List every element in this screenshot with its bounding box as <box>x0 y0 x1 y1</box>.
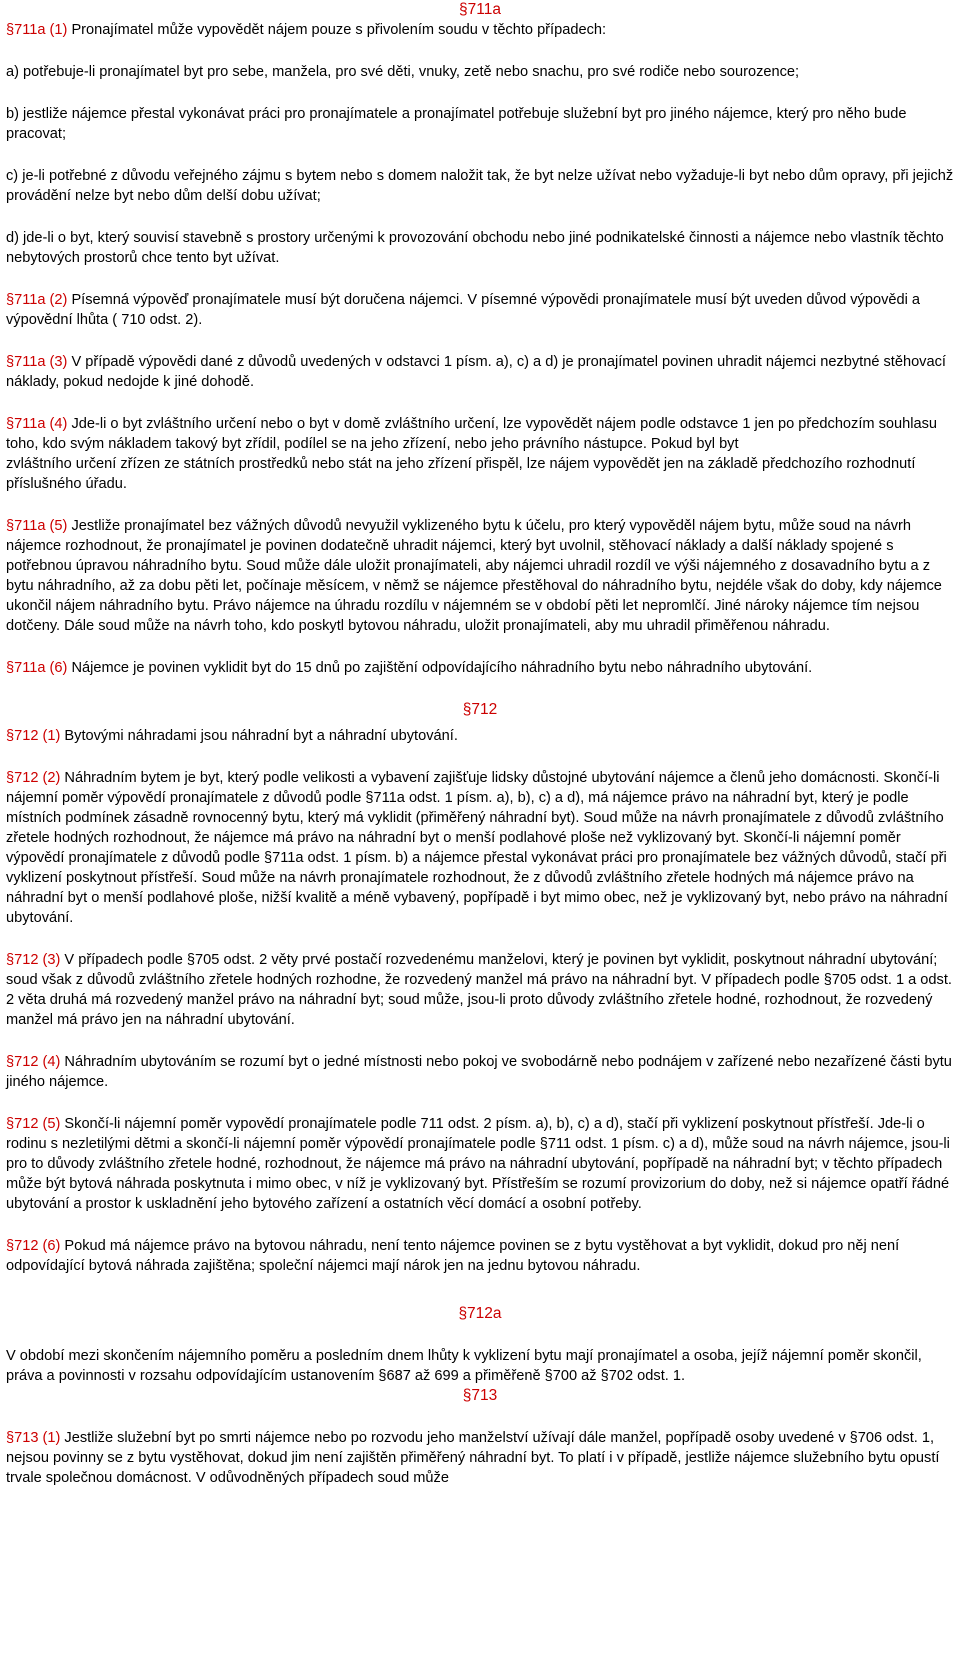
paragraph-text: Písemná výpověď pronajímatele musí být doručena nájemci. V písemné výpovědi pronajímatele musí být uveden důvod výpovědi a výpovědní lhůta ( 710 odst. 2). <box>6 292 921 328</box>
paragraph-712-3 <box>6 950 954 1030</box>
paragraph-711a-6 <box>6 658 954 678</box>
paragraph-711a-5 <box>6 516 954 636</box>
paragraph-text: V případě výpovědi dané z důvodů uvedených v odstavci 1 písm. a), c) a d) je pronajímatel povinen uhradit nájemci nezbytné stěhovací náklady, pokud nedojde k jiné dohodě. <box>6 354 946 390</box>
paragraph-712-6 <box>6 1236 954 1276</box>
paragraph-text: Bytovými náhradami jsou náhradní byt a náhradní ubytování. <box>60 728 458 744</box>
section-link[interactable]: §711a (5) <box>6 518 68 534</box>
section-heading-713[interactable]: §713 <box>462 1387 498 1404</box>
paragraph-712a: V období mezi skončením nájemního poměru a posledním dnem lhůty k vyklizení bytu mají pronajímatel a osoba, jejíž nájemní poměr skončil, práva a povinnosti v rozsahu odpovídajícím ustanovením §687 až 699 a přiměřeně §700 až §702 odst. 1. <box>6 1348 922 1384</box>
section-link[interactable]: §711a (3) <box>6 354 68 370</box>
section-link[interactable]: §712 (1) <box>6 728 61 744</box>
paragraph-text: Pokud má nájemce právo na bytovou náhradu, není tento nájemce povinen se z bytu vystěhovat a byt vyklidit, dokud pro něj není odpovídající bytová náhrada zajištěna; společní nájemci mají nárok jen na jednu bytovou náhradu. <box>6 1238 900 1274</box>
paragraph-text: Jde-li o byt zvláštního určení nebo o byt v domě zvláštního určení, lze vypovědět nájem podle odstavce 1 jen po předchozím souhlasu toho, kdo svým nákladem takový byt zřídil, podílel se na jeho zřízení, nebo jeho právního nástupce. Pokud byl byt zvláštního určení zřízen ze státních prostředků nebo stát na jeho zřízení přispěl, lze nájem vypovědět jen na základě předchozího rozhodnutí příslušného úřadu. <box>6 416 938 492</box>
paragraph-text: Náhradním bytem je byt, který podle velikosti a vybavení zajišťuje lidsky důstojné ubytování nájemce a členů jeho domácnosti. Skončí-li nájemní poměr výpovědí pronajímatele z důvodů podle §711a odst. 1 písm. a), b), c) a d), má nájemce právo na náhradní byt, který je podle místních podmínek zásadně rovnocenný bytu, který má vyklidit (přiměřený náhradní byt). Soud může na návrh pronajímatele z důvodů zvláštního zřetele hodných rozhodnout, že nájemce má právo na náhradní byt o menší podlahové ploše než vyklizovaný byt. Skončí-li nájemní poměr výpovědí pronajímatele z důvodů podle §711a odst. 1 písm. b) a nájemce přestal vykonávat práci pro pronajímatele bez vážných důvodů, stačí při vyklizení poskytnout přístřeší. Soud může na návrh pronajímatele rozhodnout, že z důvodů zvláštního zřetele hodných má nájemce právo na náhradní byt o menší podlahové ploše, nižší kvalitě a méně vybavený, popřípadě i byt mimo obec, než je vyklizovaný byt, nebo právo na náhradní ubytování. <box>6 770 948 926</box>
paragraph-711a-1-c: c) je-li potřebné z důvodu veřejného zájmu s bytem nebo s domem naložit tak, že byt nelze užívat nebo vyžaduje-li byt nebo dům opravy, při jejichž provádění nelze byt nebo dům delší dobu užívat; <box>6 168 954 204</box>
paragraph-711a-4 <box>6 414 954 494</box>
section-heading-712[interactable]: §712 <box>462 701 498 718</box>
paragraph-text: Jestliže pronajímatel bez vážných důvodů nevyužil vyklizeného bytu k účelu, pro který vypověděl nájem bytu, může soud na návrh nájemce rozhodnout, že pronajímatel je povinen dodatečně uhradit nájemci, který byt uvolnil, stěhovací náklady a další náklady spojené s potřebnou úpravou náhradního bytu. Soud může dále uložit pronajímateli, aby nájemci uhradil rozdíl ve výši nájemného z dosavadního bytu a z bytu náhradního, až za dobu pěti let, počínaje měsícem, v němž se nájemce přestěhoval do náhradního bytu, nejdéle však do doby, kdy nájemce ukončil nájem náhradního bytu. Právo nájemce na úhradu rozdílu v nájemném se v období pěti let nepromlčí. Jiné nároky nájemce tím nejsou dotčeny. Dále soud může na návrh toho, kdo poskytl bytovou náhradu, uložit pronajímateli, aby mu uhradil přiměřenou náhradu. <box>6 518 942 634</box>
paragraph-text: Jestliže služební byt po smrti nájemce nebo po rozvodu jeho manželství užívají dále manžel, popřípadě osoby uvedené v §706 odst. 1, nejsou povinny se z bytu vystěhovat, dokud jim není zajištěn přiměřený náhradní byt. To platí i v případě, jestliže nájemce služebního bytu opustí trvale společnou domácnost. V odůvodněných případech soud může <box>6 1430 940 1486</box>
section-link[interactable]: §711a (6) <box>6 660 68 676</box>
paragraph-711a-1-b: b) jestliže nájemce přestal vykonávat práci pro pronajímatele a pronajímatel potřebuje služební byt pro jiného nájemce, který pro něho bude pracovat; <box>6 106 907 142</box>
paragraph-711a-1-d: d) jde-li o byt, který souvisí stavebně s prostory určenými k provozování obchodu nebo jiné podnikatelské činnosti a nájemce nebo vlastník těchto nebytových prostorů chce tento byt užívat. <box>6 230 944 266</box>
section-link[interactable]: §711a (1) <box>6 22 68 38</box>
paragraph-text: Náhradním ubytováním se rozumí byt o jedné místnosti nebo pokoj ve svobodárně nebo podnájem v zařízené nebo nezařízené části bytu jiného nájemce. <box>6 1054 952 1090</box>
paragraph-712-2 <box>6 768 954 928</box>
section-link[interactable]: §712 (6) <box>6 1238 61 1254</box>
paragraph-712-1 <box>6 726 954 746</box>
section-heading-712a[interactable]: §712a <box>458 1305 502 1322</box>
paragraph-712-4 <box>6 1052 954 1092</box>
paragraph-712-5 <box>6 1114 954 1214</box>
paragraph-text: V případech podle §705 odst. 2 věty prvé postačí rozvedenému manželovi, který je povinen byt vyklidit, poskytnout náhradní ubytování; soud však z důvodů zvláštního zřetele hodných rozhodne, že rozvedený manžel má právo na náhradní byt. V případech podle §705 odst. 1 a odst. 2 věta druhá má rozvedený manžel právo na náhradní byt; soud může, jsou-li proto důvody zvláštního zřetele hodné, rozhodnout, že rozvedený manžel má právo jen na náhradní ubytování. <box>6 952 952 1028</box>
section-link[interactable]: §712 (3) <box>6 952 61 968</box>
paragraph-text: Pronajímatel může vypovědět nájem pouze s přivolením soudu v těchto případech: <box>67 22 607 38</box>
section-link[interactable]: §713 (1) <box>6 1430 61 1446</box>
paragraph-text: Nájemce je povinen vyklidit byt do 15 dnů po zajištění odpovídajícího náhradního bytu nebo náhradního ubytování. <box>67 660 813 676</box>
paragraph-711a-1-a: a) potřebuje-li pronajímatel byt pro sebe, manžela, pro své děti, vnuky, zetě nebo snachu, pro své rodiče nebo sourozence; <box>6 64 800 80</box>
paragraph-711a-1 <box>6 20 954 40</box>
section-link[interactable]: §711a (4) <box>6 416 68 432</box>
section-link[interactable]: §712 (2) <box>6 770 61 786</box>
paragraph-711a-3 <box>6 352 954 392</box>
paragraph-711a-2 <box>6 290 954 330</box>
section-link[interactable]: §712 (4) <box>6 1054 61 1070</box>
paragraph-713-1 <box>6 1428 954 1488</box>
section-heading-711a[interactable]: §711a <box>459 1 501 18</box>
section-link[interactable]: §711a (2) <box>6 292 68 308</box>
section-link[interactable]: §712 (5) <box>6 1116 61 1132</box>
paragraph-text: Skončí-li nájemní poměr vypovědí pronajímatele podle 711 odst. 2 písm. a), b), c) a d), stačí při vyklizení poskytnout přístřeší. Jde-li o rodinu s nezletilými dětmi a skončí-li nájemní poměr výpovědí pronajímatele podle §711 odst. 1 písm. c) a d), může soud na návrh nájemce, jsou-li pro to důvody zvláštního zřetele hodné, rozhodnout, že nájemce má právo na náhradní ubytování, popřípadě na náhradní byt; v těchto případech může být bytová náhrada poskytnuta i mimo obec, v níž je vyklizovaný byt. Přístřeším se rozumí provizorium do doby, než si nájemce opatří řádné ubytování a prostor k uskladnění jeho bytového zařízení a ostatních věcí domácí a osobní potřeby. <box>6 1116 950 1212</box>
